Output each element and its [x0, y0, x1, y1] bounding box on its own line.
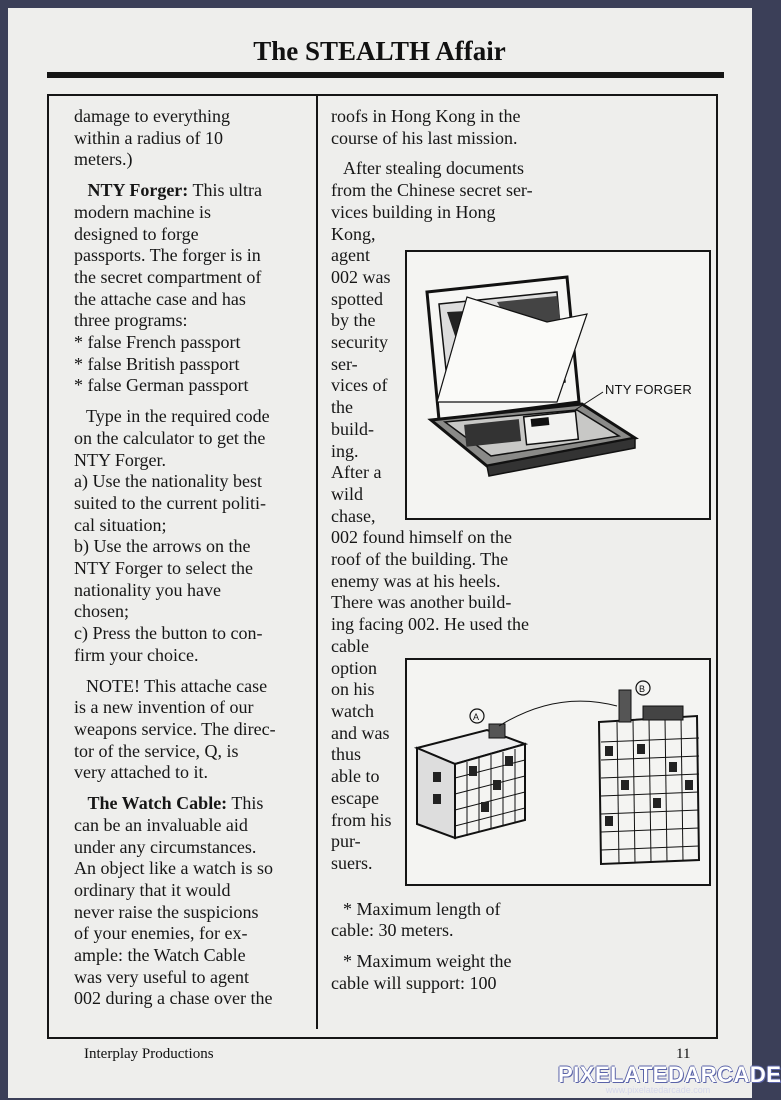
body-line: able to [331, 766, 380, 787]
body-line: is a new invention of our [74, 697, 254, 718]
body-line: watch [331, 700, 374, 721]
list-item: b) Use the arrows on the [74, 536, 251, 557]
body-line: After a [331, 462, 382, 483]
body-line: There was another build- [331, 592, 512, 613]
list-item: * false German passport [74, 375, 249, 396]
body-line: spotted [331, 288, 383, 309]
body-line: 002 during a chase over the [74, 988, 273, 1009]
list-item: cal situation; [74, 514, 167, 535]
body-line: An object like a watch is so [74, 858, 273, 879]
body-line: damage to everything [74, 106, 230, 126]
body-text: This ultra [192, 180, 262, 201]
body-line: ing. [331, 440, 359, 461]
body-line: by the [331, 310, 376, 331]
body-line: was very useful to agent [74, 966, 249, 987]
spec-line: cable will support: 100 [331, 972, 497, 993]
body-line: security [331, 332, 388, 353]
body-line: vices building in Hong [331, 201, 496, 222]
body-line: 002 was [331, 266, 391, 287]
list-item: c) Press the button to con- [74, 623, 263, 644]
body-line: under any circumstances. [74, 836, 257, 857]
watch-cable-illustration [405, 658, 711, 886]
body-line: the attache case and has [74, 288, 246, 309]
body-line: ample: the Watch Cable [74, 945, 246, 966]
body-line: roofs in Hong Kong in the [331, 106, 521, 126]
body-line: pur- [331, 831, 361, 852]
list-item: firm your choice. [74, 644, 199, 665]
body-line: course of his last mission. [331, 127, 518, 148]
body-line: never raise the suspicions [74, 901, 259, 922]
body-line: the secret compartment of [74, 266, 262, 287]
body-line: Type in the required code [86, 406, 270, 427]
body-line: suers. [331, 852, 373, 873]
body-line: option [331, 657, 378, 678]
body-line: from the Chinese secret ser- [331, 180, 533, 201]
body-line: meters.) [74, 149, 133, 170]
body-line: within a radius of 10 [74, 127, 223, 148]
body-line: passports. The forger is in [74, 245, 261, 266]
watermark-url: www.pixelatedarcade.com [605, 1085, 711, 1095]
forger-heading: NTY Forger: [87, 180, 189, 201]
body-line: 002 found himself on the [331, 527, 512, 548]
watch-intro-line [74, 793, 310, 815]
body-line: After stealing documents [343, 158, 524, 179]
body-line: Kong, [331, 223, 376, 244]
body-line: NTY Forger. [74, 449, 166, 470]
body-line: vices of [331, 375, 388, 396]
body-line: ordinary that it would [74, 879, 231, 900]
forger-intro-line [74, 180, 310, 202]
body-line: ing facing 002. He used the [331, 614, 529, 635]
body-line: very attached to it. [74, 762, 208, 783]
body-line: three programs: [74, 310, 188, 331]
spec-line: cable: 30 meters. [331, 920, 454, 941]
body-line: tor of the service, Q, is [74, 740, 239, 761]
watch-cable-drawing [407, 660, 709, 884]
left-column [74, 106, 310, 1019]
page-title: The STEALTH Affair [253, 36, 506, 66]
spec-line: * Maximum length of [343, 898, 501, 919]
body-line: and was [331, 722, 390, 743]
watermark-title: PIXELATEDARCADE [558, 1062, 781, 1087]
body-line: escape [331, 787, 379, 808]
body-line: on his [331, 679, 375, 700]
list-item: nationality you have [74, 579, 221, 600]
body-line: from his [331, 809, 392, 830]
body-line: build- [331, 418, 374, 439]
body-line: enemy was at his heels. [331, 570, 501, 591]
body-line: thus [331, 744, 362, 765]
watch-label-b: B [639, 684, 646, 694]
footer-publisher: Interplay Productions [84, 1046, 214, 1062]
page-number: 11 [676, 1046, 691, 1062]
note-line: NOTE! This attache case [86, 675, 268, 696]
figure-caption: NTY FORGER [605, 382, 692, 397]
body-line: agent [331, 245, 370, 266]
body-line: modern machine is [74, 201, 211, 222]
body-line: the [331, 397, 353, 418]
list-item: chosen; [74, 601, 129, 622]
list-item: a) Use the nationality best [74, 471, 262, 492]
body-line: wild [331, 483, 364, 504]
list-item: * false French passport [74, 332, 241, 353]
list-item: NTY Forger to select the [74, 558, 253, 579]
watch-heading: The Watch Cable: [87, 793, 228, 814]
watermark [558, 1062, 781, 1095]
body-line: chase, [331, 505, 376, 526]
column-divider [316, 96, 318, 1029]
spec-line: * Maximum weight the [343, 951, 512, 972]
list-item: suited to the current politi- [74, 492, 266, 513]
body-line: on the calculator to get the [74, 427, 266, 448]
body-line: designed to forge [74, 223, 199, 244]
body-text: This [231, 793, 264, 814]
body-line: of your enemies, for ex- [74, 923, 248, 944]
nty-forger-illustration [405, 250, 711, 520]
body-line: weapons service. The direc- [74, 718, 276, 739]
list-item: * false British passport [74, 353, 240, 374]
body-line: cable [331, 635, 369, 656]
body-line: can be an invaluable aid [74, 814, 248, 835]
watch-label-a: A [473, 712, 480, 722]
body-line: ser- [331, 353, 358, 374]
title-rule [47, 72, 724, 78]
body-line: roof of the building. The [331, 549, 509, 570]
